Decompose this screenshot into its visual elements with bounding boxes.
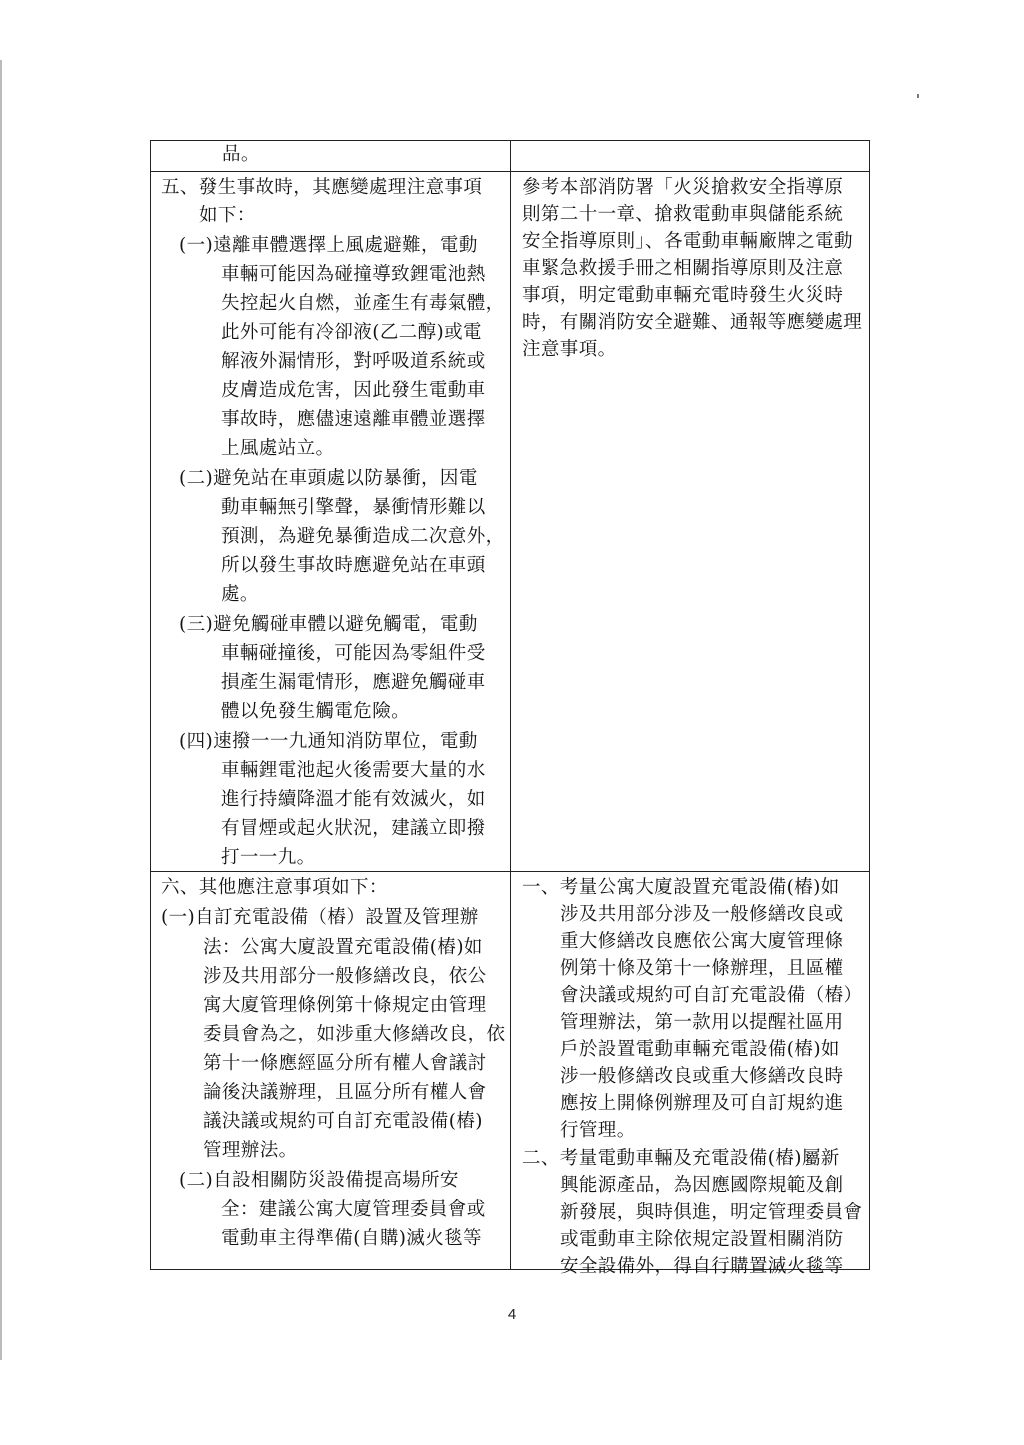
- text-line: 論後決議辦理，且區分所有權人會: [203, 1082, 487, 1103]
- text-line: 事故時，應儘速遠離車體並選擇: [221, 409, 486, 430]
- text-line: 上風處站立。: [221, 438, 335, 459]
- text-line: 損產生漏電情形，應避免觸碰車: [221, 672, 486, 693]
- text-line: 車輛碰撞後，可能因為零組件受: [221, 643, 486, 664]
- text-line: 動車輛無引擎聲，暴衝情形難以: [221, 497, 486, 518]
- comparison-table: [150, 140, 870, 1277]
- text-line: 法：公寓大廈設置充電設備(樁)如: [203, 937, 483, 958]
- scan-edge-mark: [0, 60, 2, 1360]
- item-heading-1: (一)自訂充電設備（樁）設置及管理辦: [161, 907, 479, 928]
- text-line: 戶於設置電動車輛充電設備(樁)如: [560, 1039, 840, 1060]
- text-line: 事項，明定電動車輛充電時發生火災時: [522, 285, 844, 306]
- text-line: 管理辦法。: [203, 1140, 298, 1161]
- text-line: 或電動車主除依規定設置相關消防: [560, 1229, 844, 1250]
- text-line: 應按上開條例辦理及可自訂規約進: [560, 1093, 844, 1114]
- text-line: 車輛可能因為碰撞導致鋰電池熱: [221, 264, 486, 285]
- item-heading-3: (三)避免觸碰車體以避免觸電，電動: [179, 614, 478, 635]
- text-line: 車緊急救援手冊之相關指導原則及注意: [522, 258, 844, 279]
- text-line: 注意事項。: [522, 339, 617, 360]
- text-line: 全：建議公寓大廈管理委員會或: [221, 1199, 486, 1220]
- scan-speck: [917, 94, 919, 98]
- text-line: 寓大廈管理條例第十條規定由管理: [203, 995, 487, 1016]
- text-line: 例第十條及第十一條辦理，且區權: [560, 958, 844, 979]
- text-line: 議決議或規約可自訂充電設備(樁): [203, 1111, 483, 1132]
- text-line: 安全設備外，得自行購置滅火毯等: [560, 1256, 844, 1277]
- text-line: 車輛鋰電池起火後需要大量的水: [221, 760, 486, 781]
- text-line: 此外可能有冷卻液(乙二醇)或電: [221, 322, 482, 343]
- text-line: 進行持續降溫才能有效滅火，如: [221, 789, 486, 810]
- text-line: 安全指導原則」、各電動車輛廠牌之電動: [522, 231, 853, 252]
- item-heading-2: (二)避免站在車頭處以防暴衝，因電: [179, 468, 478, 489]
- item-heading-1: (一)遠離車體選擇上風處避難，電動: [179, 235, 478, 256]
- section-heading-5: 五、發生事故時，其應變處理注意事項: [161, 177, 483, 198]
- text-line: 行管理。: [560, 1120, 636, 1141]
- text-line: 新發展，與時俱進，明定管理委員會: [560, 1202, 863, 1223]
- text-line: 打一一九。: [221, 847, 316, 868]
- text-line: 預測，為避免暴衝造成二次意外，: [221, 526, 505, 547]
- text-line: 重大修繕改良應依公寓大廈管理條: [560, 931, 844, 952]
- row-1-provision-cell: [151, 172, 510, 871]
- text-line: 失控起火自燃，並產生有毒氣體，: [221, 293, 505, 314]
- page-number: 4: [507, 1306, 517, 1323]
- text-line: 興能源產品，為因應國際規範及創: [560, 1175, 844, 1196]
- section-heading-6: 六、其他應注意事項如下：: [161, 877, 388, 898]
- text-line: 涉及共用部分涉及一般修繕改良或: [560, 904, 844, 925]
- text-line: 時，有關消防安全避難、通報等應變處理: [522, 312, 863, 333]
- text-line: 處。: [221, 584, 259, 605]
- row-2-provision-cell: [151, 872, 510, 1271]
- explanation-heading-1: 一、考量公寓大廈設置充電設備(樁)如: [522, 877, 840, 898]
- text-line: 則第二十一章、搶救電動車與儲能系統: [522, 204, 844, 225]
- text-line: 解液外漏情形，對呼吸道系統或: [221, 351, 486, 372]
- text-line: 品。: [222, 144, 260, 165]
- text-line: 委員會為之，如涉重大修繕改良，依: [203, 1024, 506, 1045]
- row-0-provision-cell: [151, 141, 510, 171]
- text-line: 第十一條應經區分所有權人會議討: [203, 1053, 487, 1074]
- text-line: 參考本部消防署「火災搶救安全指導原: [522, 177, 844, 198]
- text-line: 管理辦法，第一款用以提醒社區用: [560, 1012, 844, 1033]
- explanation-heading-2: 二、考量電動車輛及充電設備(樁)屬新: [522, 1148, 840, 1169]
- text-line: 體以免發生觸電危險。: [221, 701, 411, 722]
- text-line: 涉一般修繕改良或重大修繕改良時: [560, 1066, 844, 1087]
- text-line: 會決議或規約可自訂充電設備（樁）: [560, 985, 863, 1006]
- row-2-explanation-cell: [512, 872, 869, 1277]
- text-line: 皮膚造成危害，因此發生電動車: [221, 380, 486, 401]
- text-line: 如下：: [199, 205, 256, 226]
- text-line: 涉及共用部分一般修繕改良，依公: [203, 966, 487, 987]
- text-line: 電動車主得準備(自購)滅火毯等: [221, 1228, 482, 1249]
- text-line: 有冒煙或起火狀況，建議立即撥: [221, 818, 486, 839]
- item-heading-2: (二)自設相關防災設備提高場所安: [179, 1170, 459, 1191]
- row-1-explanation-cell: [512, 172, 869, 871]
- text-line: 所以發生事故時應避免站在車頭: [221, 555, 486, 576]
- column-divider: [510, 141, 511, 1269]
- item-heading-4: (四)速撥一一九通知消防單位，電動: [179, 731, 478, 752]
